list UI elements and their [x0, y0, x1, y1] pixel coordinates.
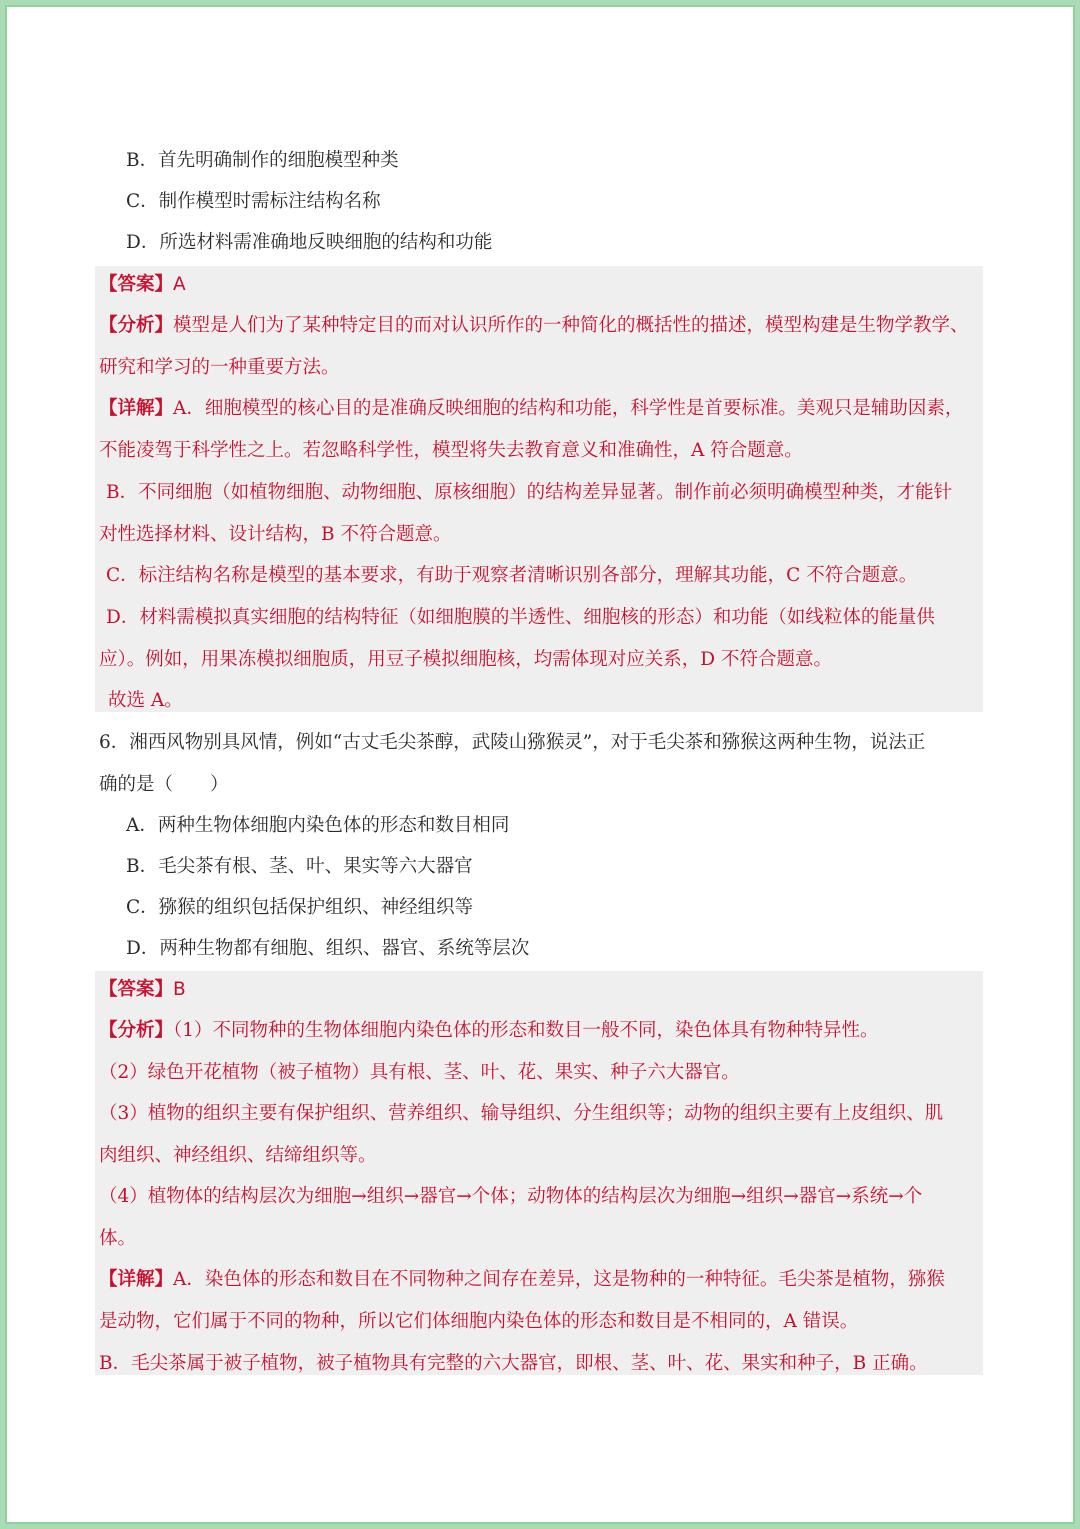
q6-answer-tag: 【答案】 — [99, 979, 174, 1000]
q6-detail — [0, 1259, 1080, 1300]
q5-detail-line: A．细胞模型的核心目的是准确反映细胞的结构和功能，科学性是首要标准。美观只是辅助因素， — [173, 398, 964, 419]
q6-analysis-line: （4）植物体的结构层次为细胞→组织→器官→个体；动物体的结构层次为细胞→组织→器官→系统→个 — [99, 1186, 923, 1207]
q6-analysis-line: （2）绿色开花植物（被子植物）具有根、茎、叶、花、果实、种子六大器官。 — [99, 1062, 740, 1083]
q5-detail-line: B．不同细胞（如植物细胞、动物细胞、原核细胞）的结构差异显著。制作前必须明确模型种类，才能针 — [106, 482, 953, 503]
q6-detail-tag: 【详解】 — [99, 1269, 174, 1290]
q5-option-b: B．首先明确制作的细胞模型种类 — [126, 150, 399, 171]
q5-detail-line: 应）。例如，用果冻模拟细胞质，用豆子模拟细胞核，均需体现对应关系，D 不符合题意。 — [99, 649, 832, 670]
q6-detail-line: A．染色体的形态和数目在不同物种之间存在差异，这是物种的一种特征。毛尖茶是植物，猕猴 — [173, 1269, 945, 1290]
q6-answer — [0, 969, 1080, 1010]
q5-detail-line: 对性选择材料、设计结构，B 不符合题意。 — [99, 524, 452, 545]
q6-option-c: C．猕猴的组织包括保护组织、神经组织等 — [126, 897, 474, 918]
q6-detail-line: 是动物，它们属于不同的物种，所以它们体细胞内染色体的形态和数目是不相同的，A 错误。 — [99, 1311, 859, 1332]
q6-stem: 6．湘西风物别具风情，例如“古丈毛尖茶醇，武陵山猕猴灵”，对于毛尖茶和猕猴这两种生物，说法正 — [99, 732, 926, 753]
q5-detail-line: 不能凌驾于科学性之上。若忽略科学性，模型将失去教育意义和准确性，A 符合题意。 — [99, 440, 803, 461]
q6-analysis-line: （3）植物的组织主要有保护组织、营养组织、输导组织、分生组织等；动物的组织主要有上皮组织、肌 — [99, 1103, 944, 1124]
q5-analysis — [0, 305, 1080, 346]
q5-answer — [0, 264, 1080, 305]
q5-analysis-line: 研究和学习的一种重要方法。 — [99, 357, 340, 378]
q5-answer-value: A — [173, 274, 186, 295]
q5-answer-tag: 【答案】 — [99, 274, 174, 295]
q5-detail-line: C．标注结构名称是模型的基本要求，有助于观察者清晰识别各部分，理解其功能，C 不符合题意。 — [106, 565, 918, 586]
q6-analysis-tag: 【分析】 — [99, 1020, 174, 1041]
q6-stem: 确的是（ ） — [99, 774, 229, 795]
q5-detail-tag: 【详解】 — [99, 398, 174, 419]
q6-option-a: A．两种生物体细胞内染色体的形态和数目相同 — [126, 815, 510, 836]
q6-option-d: D．两种生物都有细胞、组织、器官、系统等层次 — [126, 938, 530, 959]
q5-analysis-line: 模型是人们为了某种特定目的而对认识所作的一种简化的概括性的描述，模型构建是生物学教学、 — [173, 315, 969, 336]
q6-option-b: B．毛尖茶有根、茎、叶、果实等六大器官 — [126, 856, 473, 877]
q6-analysis-line: 体。 — [99, 1228, 137, 1249]
q5-detail-line: D．材料需模拟真实细胞的结构特征（如细胞膜的半透性、细胞核的形态）和功能（如线粒体的能量供 — [106, 607, 935, 628]
q6-analysis-line: （1）不同物种的生物体细胞内染色体的形态和数目一般不同，染色体具有物种特异性。 — [173, 1020, 879, 1041]
q5-option-d: D．所选材料需准确地反映细胞的结构和功能 — [126, 232, 493, 253]
q6-analysis — [0, 1010, 1080, 1051]
q5-conclusion: 故选 A。 — [108, 690, 183, 711]
q5-detail — [0, 388, 1080, 429]
q5-analysis-tag: 【分析】 — [99, 315, 174, 336]
q5-option-c: C．制作模型时需标注结构名称 — [126, 191, 381, 212]
q6-detail-line: B．毛尖茶属于被子植物，被子植物具有完整的六大器官，即根、茎、叶、花、果实和种子，B 正确。 — [99, 1353, 928, 1374]
q6-analysis-line: 肉组织、神经组织、结缔组织等。 — [99, 1145, 377, 1166]
q6-answer-value: B — [173, 979, 186, 1000]
